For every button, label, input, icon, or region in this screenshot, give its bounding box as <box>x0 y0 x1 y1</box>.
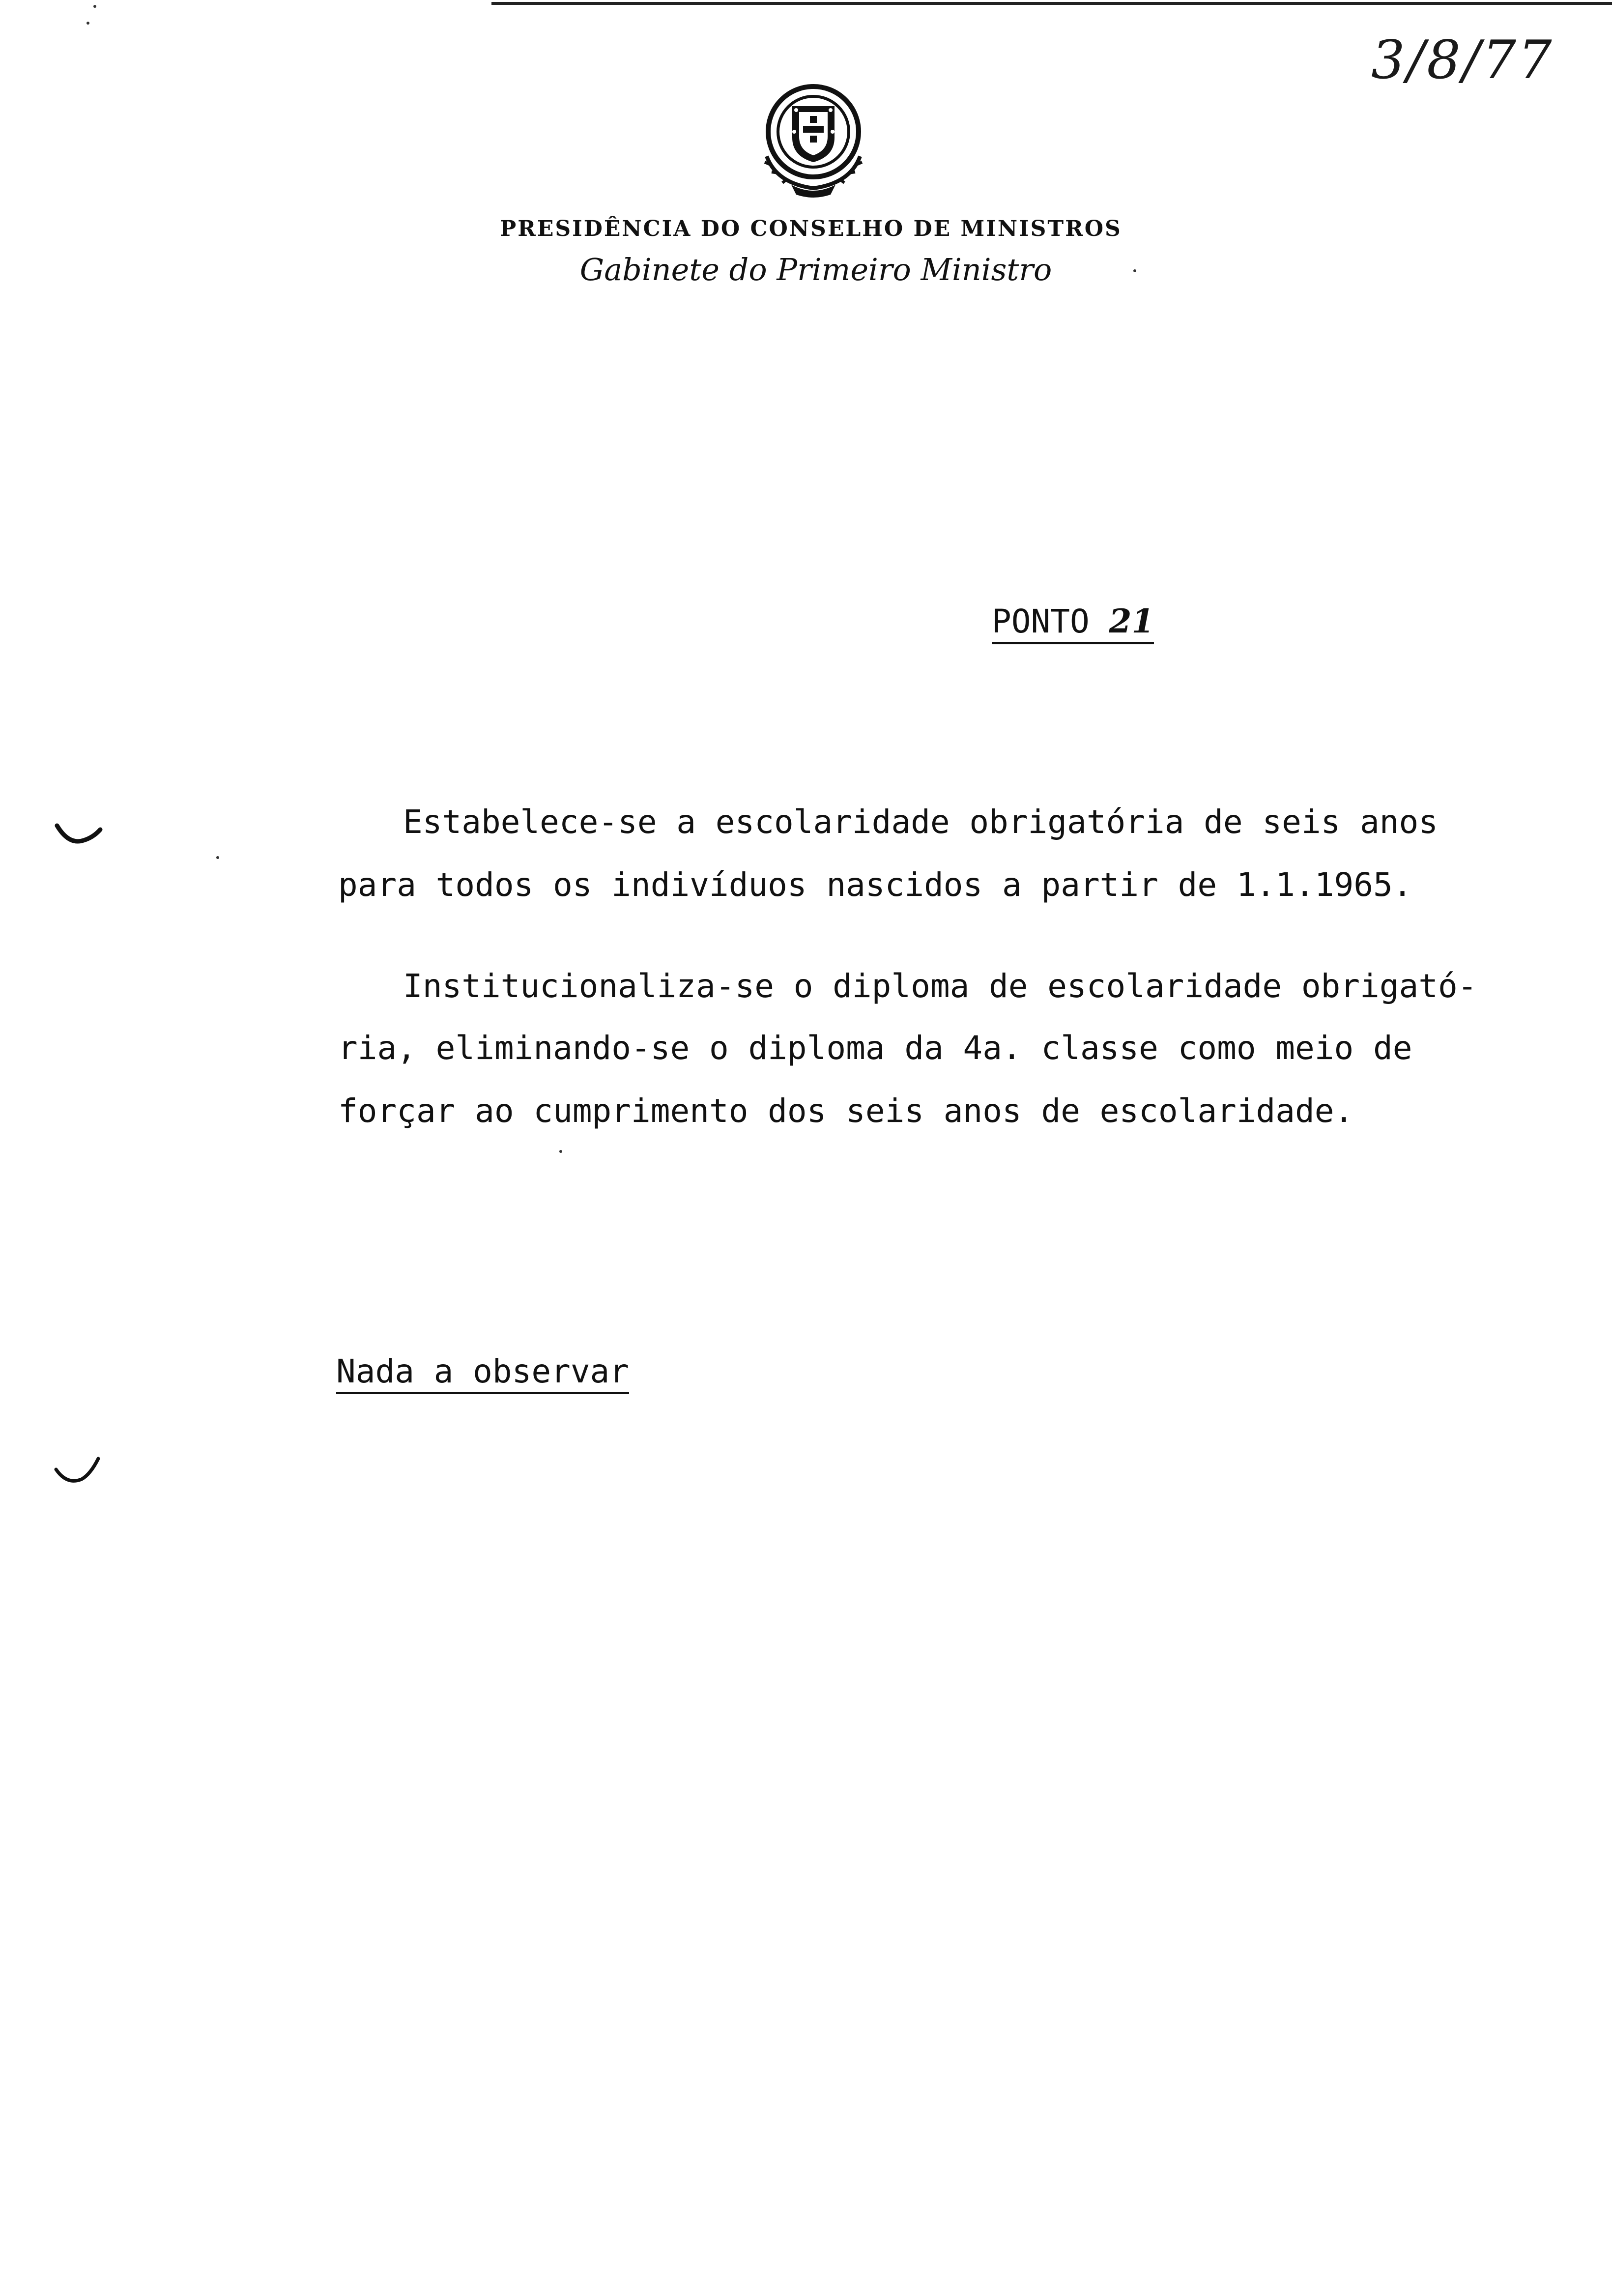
top-rule <box>491 2 1612 5</box>
scan-speck <box>93 5 96 8</box>
paragraph-1-line-2: para todos os indivíduos nascidos a partir de 1.1.1965. <box>338 866 1412 904</box>
paragraph-2-line-3: forçar ao cumprimento dos seis anos de escolaridade. <box>338 1092 1354 1130</box>
check-tick-icon <box>53 1455 102 1489</box>
paragraph-2-line-1: Institucionaliza-se o diploma de escolaridade obrigató- <box>403 967 1477 1005</box>
conclusion-note: Nada a observar <box>336 1355 629 1394</box>
scan-speck <box>86 22 89 25</box>
ponto-heading <box>992 603 1154 644</box>
check-tick-icon <box>54 821 103 850</box>
paragraph-1-line-1: Estabelece-se a escolaridade obrigatória de seis anos <box>403 803 1438 841</box>
office-name: Gabinete do Primeiro Ministro <box>579 252 1052 287</box>
scan-speck <box>216 856 219 859</box>
organization-name: PRESIDÊNCIA DO CONSELHO DE MINISTROS <box>500 216 1122 241</box>
ponto-number: 21 <box>1109 602 1154 640</box>
scan-speck <box>559 1150 562 1153</box>
coat-of-arms-icon <box>757 83 870 201</box>
scan-speck <box>1133 269 1136 272</box>
ponto-label: PONTO <box>992 603 1090 640</box>
paragraph-2-line-2: ria, eliminando-se o diploma da 4a. classe como meio de <box>338 1029 1412 1067</box>
handwritten-date: 3/8/77 <box>1371 29 1554 91</box>
